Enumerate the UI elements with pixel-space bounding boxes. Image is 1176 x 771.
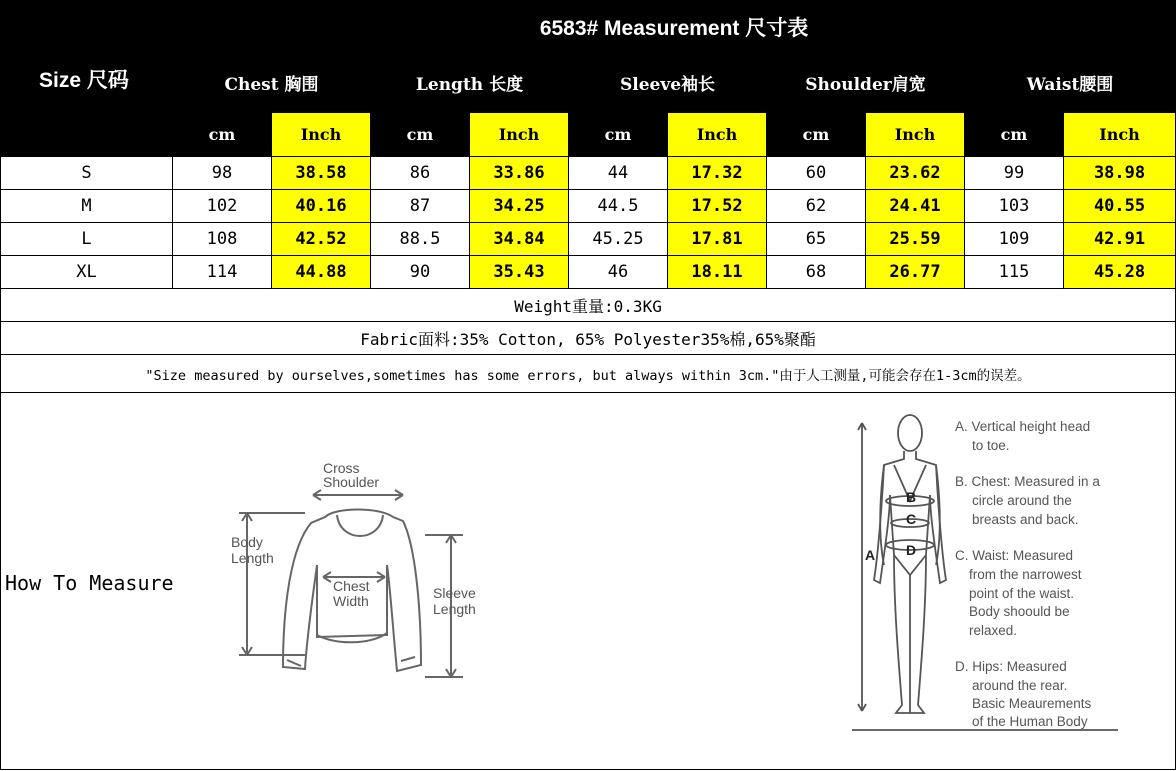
cell-cm: 65: [767, 223, 866, 256]
cell-inch: 38.58: [272, 157, 371, 190]
cell-cm: 108: [173, 223, 272, 256]
size-label: XL: [1, 256, 173, 289]
unit-inch: Inch: [668, 113, 767, 157]
body-letter-b: B: [906, 489, 917, 505]
cell-inch: 38.98: [1064, 157, 1176, 190]
unit-inch: Inch: [866, 113, 965, 157]
cell-inch: 33.86: [470, 157, 569, 190]
cell-cm: 115: [965, 256, 1064, 289]
cell-cm: 86: [371, 157, 470, 190]
cell-cm: 99: [965, 157, 1064, 190]
group-length: Length 长度: [371, 53, 569, 113]
cell-inch: 40.16: [272, 190, 371, 223]
size-label: M: [1, 190, 173, 223]
cell-inch: 17.52: [668, 190, 767, 223]
cell-inch: 44.88: [272, 256, 371, 289]
cell-cm: 88.5: [371, 223, 470, 256]
table-row: [1, 157, 1176, 190]
cell-cm: 103: [965, 190, 1064, 223]
group-sleeve: Sleeve袖长: [569, 53, 767, 113]
cell-inch: 25.59: [866, 223, 965, 256]
error-note-row: "Size measured by ourselves,sometimes has some errors, but always within 3cm."由于人工测量,可能会存在1-3cm的误差。: [1, 355, 1176, 393]
chart-title: 6583# Measurement 尺寸表: [173, 1, 1176, 53]
unit-cm: cm: [371, 113, 470, 157]
group-shoulder: Shoulder肩宽: [767, 53, 965, 113]
cell-inch: 45.28: [1064, 256, 1176, 289]
note-d-line-2: around the rear.: [972, 678, 1068, 693]
note-c-line-1: C. Waist: Measured: [955, 548, 1074, 563]
cell-inch: 17.81: [668, 223, 767, 256]
chest-width-label-2: Width: [333, 593, 369, 609]
how-to-measure-label: How To Measure: [5, 571, 174, 595]
note-c-line-3: point of the waist.: [969, 586, 1075, 601]
cell-inch: 24.41: [866, 190, 965, 223]
group-waist: Waist腰围: [965, 53, 1176, 113]
note-b-line-2: circle around the: [972, 493, 1072, 508]
cell-cm: 102: [173, 190, 272, 223]
note-b-line-1: B. Chest: Measured in a: [955, 474, 1100, 489]
unit-cm: cm: [965, 113, 1064, 157]
unit-cm: cm: [767, 113, 866, 157]
sleeve-length-label-1: Sleeve: [433, 585, 476, 601]
cell-inch: 40.55: [1064, 190, 1176, 223]
size-label: L: [1, 223, 173, 256]
cell-cm: 98: [173, 157, 272, 190]
cell-inch: 26.77: [866, 256, 965, 289]
cell-cm: 44.5: [569, 190, 668, 223]
cell-cm: 60: [767, 157, 866, 190]
cell-cm: 114: [173, 256, 272, 289]
garment-diagram: [225, 455, 515, 695]
unit-inch: Inch: [1064, 113, 1176, 157]
unit-inch: Inch: [272, 113, 371, 157]
note-c-line-4: Body shoould be: [969, 604, 1070, 619]
body-letter-d: D: [906, 542, 917, 558]
table-row: [1, 223, 1176, 256]
cell-inch: 42.91: [1064, 223, 1176, 256]
fabric-row: Fabric面料:35% Cotton, 65% Polyester35%棉,65%聚酯: [1, 322, 1176, 355]
body-length-label-1: Body: [231, 534, 263, 550]
table-row: [1, 190, 1176, 223]
cross-shoulder-label-1: Cross: [323, 460, 360, 476]
note-d-line-1: D. Hips: Measured: [955, 659, 1067, 674]
unit-inch: Inch: [470, 113, 569, 157]
body-letter-c: C: [906, 511, 917, 527]
body-length-label-2: Length: [231, 550, 274, 566]
cell-cm: 109: [965, 223, 1064, 256]
cell-inch: 42.52: [272, 223, 371, 256]
cell-cm: 45.25: [569, 223, 668, 256]
cell-inch: 18.11: [668, 256, 767, 289]
note-d-line-4: of the Human Body: [972, 714, 1088, 729]
sleeve-length-label-2: Length: [433, 601, 476, 617]
chest-width-label-1: Chest: [333, 578, 370, 594]
cell-cm: 46: [569, 256, 668, 289]
note-a-line-1: A. Vertical height head: [955, 419, 1091, 434]
size-label: S: [1, 157, 173, 190]
size-header: Size 尺码: [1, 1, 173, 157]
cell-inch: 17.32: [668, 157, 767, 190]
note-d-line-3: Basic Meaurements: [972, 696, 1092, 711]
note-c-line-2: from the narrowest: [969, 567, 1082, 582]
cell-cm: 68: [767, 256, 866, 289]
cell-inch: 23.62: [866, 157, 965, 190]
body-letter-a: A: [865, 547, 876, 563]
note-a-line-2: to toe.: [972, 438, 1010, 453]
weight-row: Weight重量:0.3KG: [1, 289, 1176, 322]
cell-cm: 44: [569, 157, 668, 190]
note-c-line-5: relaxed.: [969, 623, 1018, 638]
cross-shoulder-label-2: Shoulder: [323, 474, 380, 490]
cell-inch: 35.43: [470, 256, 569, 289]
cell-inch: 34.25: [470, 190, 569, 223]
cell-cm: 87: [371, 190, 470, 223]
cell-cm: 62: [767, 190, 866, 223]
group-chest: Chest 胸围: [173, 53, 371, 113]
body-diagram: [850, 405, 1150, 740]
cell-inch: 34.84: [470, 223, 569, 256]
unit-cm: cm: [173, 113, 272, 157]
cell-cm: 90: [371, 256, 470, 289]
table-row: [1, 256, 1176, 289]
note-b-line-3: breasts and back.: [972, 512, 1079, 527]
unit-cm: cm: [569, 113, 668, 157]
